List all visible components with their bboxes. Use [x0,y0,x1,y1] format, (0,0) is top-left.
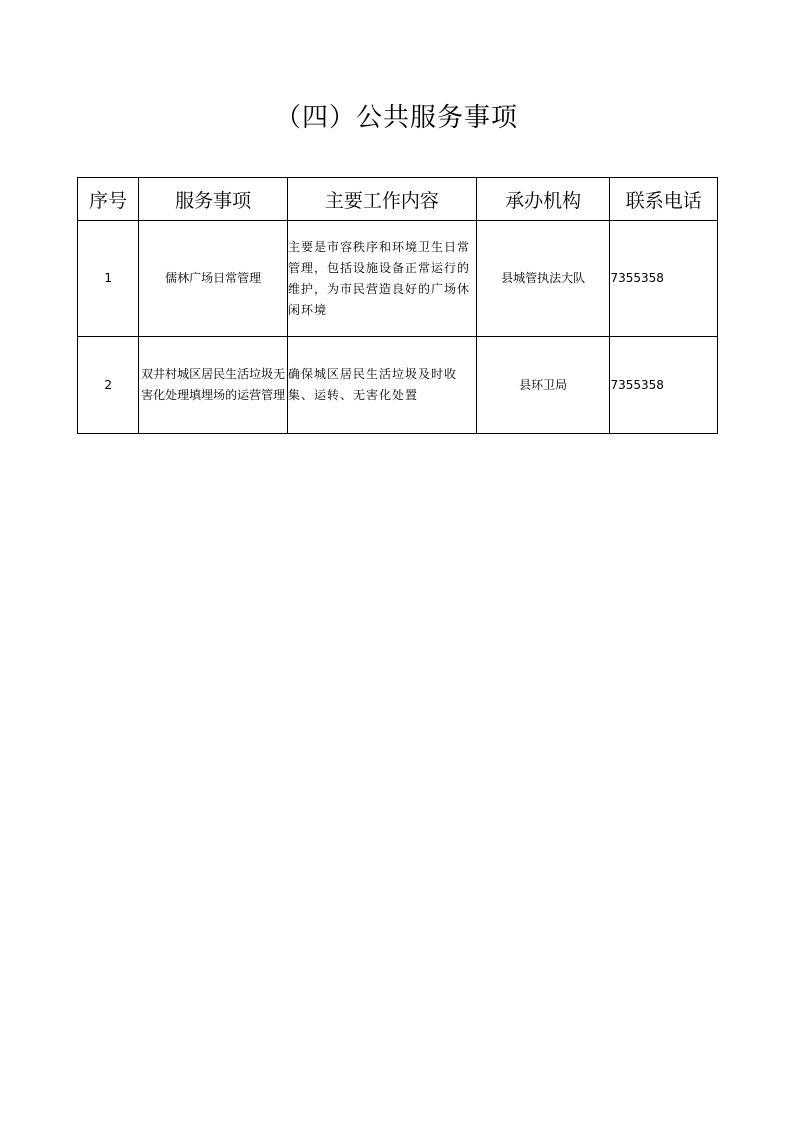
public-services-table [77,177,718,434]
cell-organization: 县城管执法大队 [476,221,610,337]
cell-main-content: 主要是市容秩序和环境卫生日常管理，包括设施设备正常运行的维护，为市民营造良好的广场休闲环境 [287,221,476,337]
cell-service-item: 儒林广场日常管理 [139,221,288,337]
header-organization: 承办机构 [476,178,610,221]
page-title: （四）公共服务事项 [274,103,518,133]
cell-service-item: 双井村城区居民生活垃圾无害化处理填埋场的运营管理 [139,337,288,434]
cell-phone: 7355358 [610,221,718,337]
cell-serial-number: 2 [78,337,139,434]
cell-serial-number: 1 [78,221,139,337]
table-row [78,337,718,434]
header-serial-number: 序号 [78,178,139,221]
header-phone: 联系电话 [610,178,718,221]
header-main-content: 主要工作内容 [287,178,476,221]
table-header-row [78,178,718,221]
table-row [78,221,718,337]
header-service-item: 服务事项 [139,178,288,221]
cell-organization: 县环卫局 [476,337,610,434]
cell-main-content: 确保城区居民生活垃圾及时收集、运转、无害化处置 [287,337,476,434]
cell-phone: 7355358 [610,337,718,434]
